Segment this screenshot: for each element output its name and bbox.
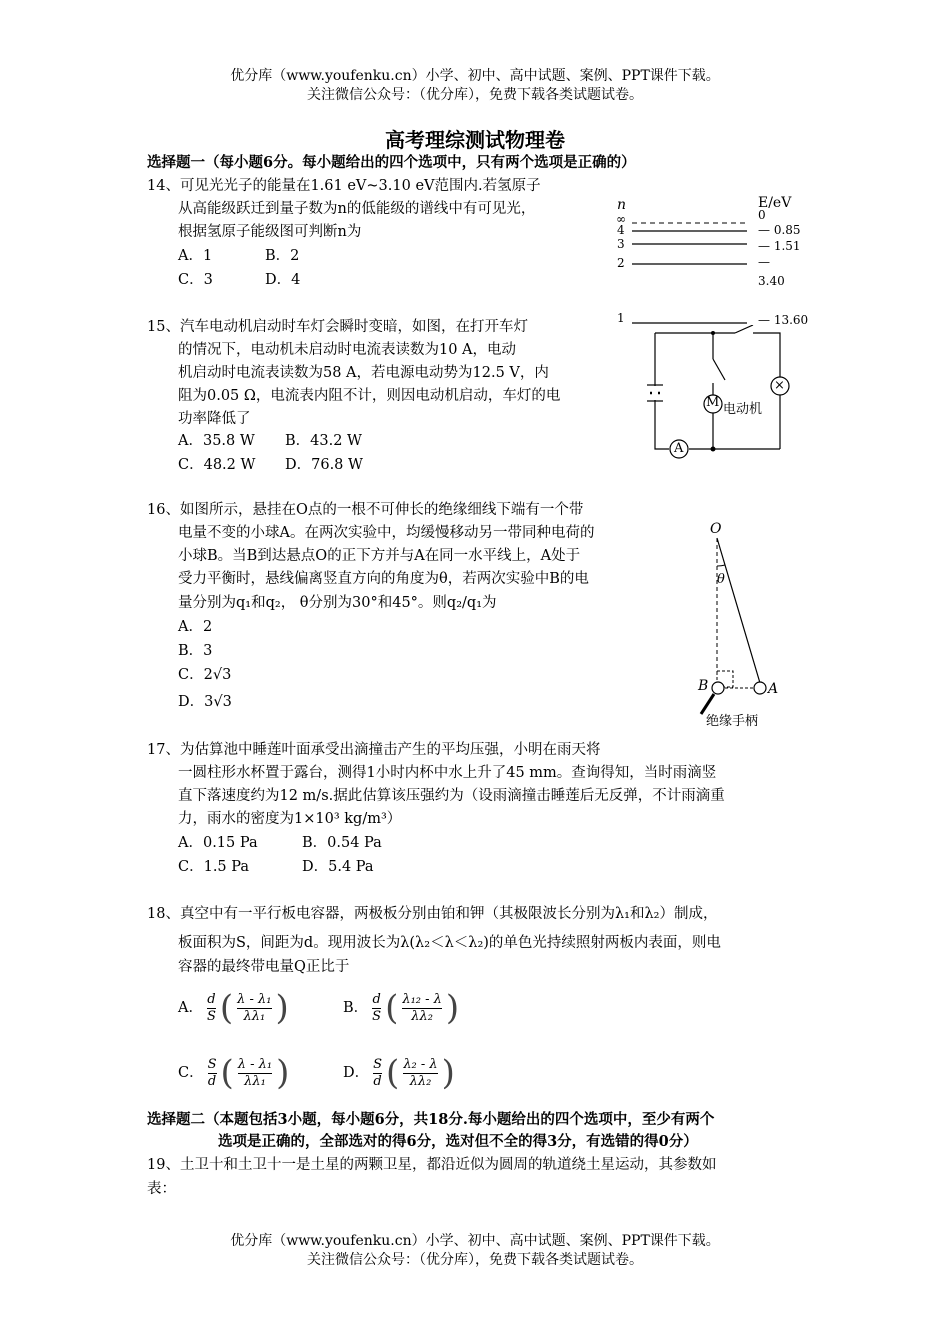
q17-line-2: 一圆柱形水杯置于露台，测得1小时内杯中水上升了45 mm。查询得知，当时雨滴竖 xyxy=(178,765,717,781)
level-2-e-value: 3.40 xyxy=(758,274,785,288)
level-inf-n: ∞ xyxy=(616,212,626,226)
motor-letter: M xyxy=(706,395,720,410)
level-1-e: — 13.60 xyxy=(758,313,809,327)
circuit-diagram xyxy=(635,325,795,465)
handle-label: 绝缘手柄 xyxy=(706,714,759,729)
section-1-heading: 选择题一（每小题6分。每小题给出的四个选项中，只有两个选项是正确的） xyxy=(147,154,636,171)
e-axis-label: E/eV xyxy=(758,195,792,211)
q17-option-c: C．1.5 Pa xyxy=(178,859,250,875)
level-4-e: — 0.85 xyxy=(758,223,801,237)
level-1-n: 1 xyxy=(617,311,625,325)
q17-line-4: 力，雨水的密度为1×10³ kg/m³） xyxy=(178,811,402,827)
q16-option-c: C．2√3 xyxy=(178,667,232,683)
q14-line-1: 14、可见光光子的能量在1.61 eV~3.10 eV范围内.若氢原子 xyxy=(147,178,541,194)
q16-option-d: D．3√3 xyxy=(178,694,232,710)
ball-a xyxy=(754,682,766,694)
q17-option-d: D．5.4 Pa xyxy=(302,859,374,875)
motor-switch xyxy=(713,359,725,380)
ball-a-label: A xyxy=(768,681,779,697)
section-2-heading-1: 选择题二（本题包括3小题，每小题6分，共18分.每小题给出的四个选项中，至少有两个 xyxy=(147,1111,715,1128)
q15-option-b: B．43.2 W xyxy=(285,433,362,449)
q18-option-a: A． $\frac{d}{S}$ ( $\frac{\text{λ - λ₁}}{\text{λλ₁}}$ ) xyxy=(178,988,289,1028)
q19-line-1: 19、土卫十和土卫十一是土星的两颗卫星，都沿近似为圆周的轨道绕土星运动，其参数如 xyxy=(147,1157,717,1173)
q15-line-4: 阻为0.05 Ω，电流表内阻不计，则因电动机启动，车灯的电 xyxy=(178,388,561,404)
q17-line-3: 直下落速度约为12 m/s.据此估算该压强约为（设雨滴撞击睡莲后无反弹，不计雨滴重 xyxy=(178,788,725,804)
pendulum-diagram xyxy=(695,518,805,733)
level-inf-e: 0 xyxy=(758,208,766,222)
q15-option-d: D．76.8 W xyxy=(285,457,363,473)
page-title: 高考理综测试物理卷 xyxy=(385,128,565,152)
q15-line-1: 15、汽车电动机启动时车灯会瞬时变暗，如图，在打开车灯 xyxy=(147,319,528,335)
energy-level-diagram xyxy=(612,190,812,330)
level-3-e: — 1.51 xyxy=(758,239,801,253)
q16-line-2: 电量不变的小球A。在两次实验中，均缓慢移动另一带同种电荷的 xyxy=(178,525,595,541)
q17-option-b: B．0.54 Pa xyxy=(302,835,382,851)
q15-line-3: 机启动时电流表读数为58 A，若电源电动势为12.5 V，内 xyxy=(178,365,549,381)
q16-option-b: B．3 xyxy=(178,643,213,659)
q15-option-a: A．35.8 W xyxy=(178,433,255,449)
q18-option-d: D． $\frac{S}{d}$ ( $\frac{\text{λ₂ - λ}}{\text{λλ₂}}$ ) xyxy=(343,1053,455,1093)
sqrt-three: √3 xyxy=(212,667,232,683)
q18-line-1: 18、真空中有一平行板电容器，两极板分别由铂和钾（其极限波长分别为λ₁和λ₂）制成， xyxy=(147,906,718,922)
level-3-n: 3 xyxy=(617,237,625,251)
lamp-mark: × xyxy=(774,378,785,393)
main-switch xyxy=(735,325,753,333)
string xyxy=(717,538,760,683)
header-line-1: 优分库（www.youfenku.cn）小学、初中、高中试题、案例、PPT课件下载。 xyxy=(230,68,720,84)
level-4-n: 4 xyxy=(617,223,625,237)
q19-line-2: 表： xyxy=(147,1181,176,1197)
q14-option-c: C．3 xyxy=(178,272,213,288)
level-2-e: — xyxy=(758,255,770,269)
q14-line-2: 从高能级跃迁到量子数为n的低能级的谱线中有可见光， xyxy=(178,201,536,217)
level-2-n: 2 xyxy=(617,256,625,270)
section-2-heading-2: 选项是正确的，全部选对的得6分，选对但不全的得3分，有选错的得0分） xyxy=(218,1133,698,1150)
q14-line-3: 根据氢原子能级图可判断n为 xyxy=(178,224,362,240)
q18-option-c: C． $\frac{S}{d}$ ( $\frac{\text{λ - λ₁}}{\text{λλ₁}}$ ) xyxy=(178,1053,290,1093)
q16-line-1: 16、如图所示，悬挂在O点的一根不可伸长的绝缘细线下端有一个带 xyxy=(147,502,584,518)
n-axis-label: n xyxy=(617,197,627,213)
q15-option-c: C．48.2 W xyxy=(178,457,256,473)
q18-option-b: B． $\frac{d}{S}$ ( $\frac{\text{λ₁₂ - λ}}{\text{λλ₂}}$ ) xyxy=(343,988,460,1028)
q14-option-b: B．2 xyxy=(265,248,300,264)
q15-line-2: 的情况下，电动机未启动时电流表读数为10 A，电动 xyxy=(178,342,517,358)
theta-label: θ xyxy=(717,572,725,587)
q16-line-3: 小球B。当B到达悬点O的正下方并与A在同一水平线上，A处于 xyxy=(178,548,581,564)
q18-line-2: 板面积为S，间距为d。现用波长为λ(λ₂＜λ＜λ₂)的单色光持续照射两板内表面，则电 xyxy=(178,935,721,951)
motor-label: 电动机 xyxy=(723,402,763,417)
footer-line-1: 优分库（www.youfenku.cn）小学、初中、高中试题、案例、PPT课件下载。 xyxy=(230,1233,720,1249)
header-line-2: 关注微信公众号：（优分库），免费下载各类试题试卷。 xyxy=(307,87,643,103)
ball-b-label: B xyxy=(698,678,709,694)
q17-option-a: A．0.15 Pa xyxy=(178,835,258,851)
ball-b xyxy=(712,682,724,694)
q14-option-d: D．4 xyxy=(265,272,301,288)
q16-line-5: 量分别为q₁和q₂， θ分别为30°和45°。则q₂/q₁为 xyxy=(178,595,497,611)
q16-option-a: A．2 xyxy=(178,619,213,635)
q17-line-1: 17、为估算池中睡莲叶面承受出滴撞击产生的平均压强，小明在雨天将 xyxy=(147,742,601,758)
ammeter-letter: A xyxy=(674,441,684,456)
footer-line-2: 关注微信公众号：（优分库），免费下载各类试题试卷。 xyxy=(307,1252,643,1268)
q14-option-a: A．1 xyxy=(178,248,213,264)
q18-line-3: 容器的最终带电量Q正比于 xyxy=(178,959,350,975)
q15-line-5: 功率降低了 xyxy=(178,411,251,427)
sqrt-three: √3 xyxy=(213,694,232,710)
point-o-label: O xyxy=(710,521,722,537)
q16-line-4: 受力平衡时，悬线偏离竖直方向的角度为θ，若两次实验中B的电 xyxy=(178,571,589,587)
